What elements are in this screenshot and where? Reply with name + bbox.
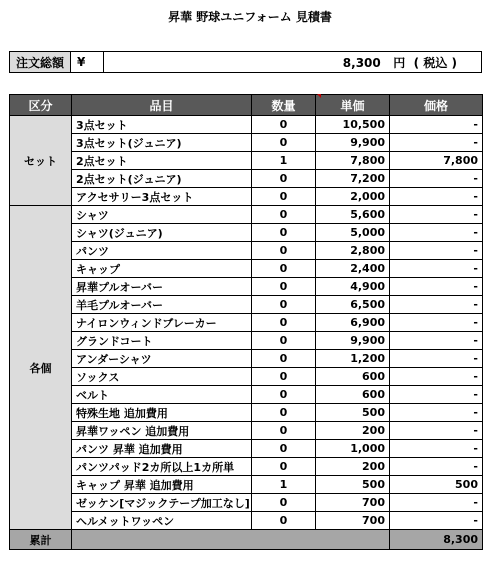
item-cell: ナイロンウィンドブレーカー	[72, 314, 252, 332]
total-cell: -	[390, 368, 483, 386]
item-cell: 2点セット(ジュニア)	[72, 170, 252, 188]
footer-row	[10, 530, 483, 550]
qty-cell: 0	[252, 350, 316, 368]
item-cell: アクセサリー3点セット	[72, 188, 252, 206]
table-row	[10, 152, 483, 170]
header-category: 区分	[10, 95, 72, 116]
quote-table	[9, 94, 483, 550]
item-cell: ベルト	[72, 386, 252, 404]
price-cell: 5,600	[316, 206, 390, 224]
currency-symbol: ¥	[71, 52, 104, 73]
price-cell: 600	[316, 368, 390, 386]
table-row	[10, 224, 483, 242]
total-cell: -	[390, 494, 483, 512]
total-cell: -	[390, 206, 483, 224]
total-cell: -	[390, 116, 483, 134]
qty-cell: 0	[252, 224, 316, 242]
item-cell: 2点セット	[72, 152, 252, 170]
table-row	[10, 242, 483, 260]
quote-table-body	[10, 116, 483, 530]
price-cell: 2,400	[316, 260, 390, 278]
total-cell: -	[390, 134, 483, 152]
item-cell: ヘルメットワッペン	[72, 512, 252, 530]
qty-cell: 0	[252, 422, 316, 440]
price-cell: 7,200	[316, 170, 390, 188]
table-row	[10, 476, 483, 494]
price-cell: 9,900	[316, 134, 390, 152]
qty-cell: 0	[252, 116, 316, 134]
comment-marker	[317, 94, 321, 98]
price-cell: 2,800	[316, 242, 390, 260]
table-row	[10, 332, 483, 350]
item-cell: 3点セット	[72, 116, 252, 134]
table-row	[10, 278, 483, 296]
item-cell: ソックス	[72, 368, 252, 386]
table-row	[10, 512, 483, 530]
item-cell: パンツ 昇華 追加費用	[72, 440, 252, 458]
total-cell: -	[390, 224, 483, 242]
price-cell: 700	[316, 512, 390, 530]
item-cell: シャツ	[72, 206, 252, 224]
total-cell: -	[390, 386, 483, 404]
qty-cell: 0	[252, 332, 316, 350]
qty-cell: 0	[252, 368, 316, 386]
qty-cell: 1	[252, 152, 316, 170]
item-cell: シャツ(ジュニア)	[72, 224, 252, 242]
price-cell: 10,500	[316, 116, 390, 134]
total-cell: -	[390, 350, 483, 368]
qty-cell: 0	[252, 314, 316, 332]
item-cell: 昇華プルオーバー	[72, 278, 252, 296]
item-cell: 3点セット(ジュニア)	[72, 134, 252, 152]
qty-cell: 0	[252, 440, 316, 458]
header-item: 品目	[72, 95, 252, 116]
total-cell: -	[390, 260, 483, 278]
table-row	[10, 386, 483, 404]
price-cell: 4,900	[316, 278, 390, 296]
table-row	[10, 368, 483, 386]
item-cell: キャップ 昇華 追加費用	[72, 476, 252, 494]
order-total-label: 注文総額	[10, 52, 71, 73]
total-cell: -	[390, 512, 483, 530]
qty-cell: 0	[252, 458, 316, 476]
total-cell: 7,800	[390, 152, 483, 170]
document-title: 昇華 野球ユニフォーム 見積書	[168, 10, 332, 24]
table-row	[10, 170, 483, 188]
header-total: 価格	[390, 95, 483, 116]
item-cell: 昇華ワッペン 追加費用	[72, 422, 252, 440]
total-cell: -	[390, 278, 483, 296]
order-total-value	[104, 52, 482, 73]
price-cell: 600	[316, 386, 390, 404]
table-row	[10, 116, 483, 134]
table-row	[10, 494, 483, 512]
qty-cell: 0	[252, 386, 316, 404]
price-cell: 700	[316, 494, 390, 512]
price-cell: 500	[316, 404, 390, 422]
table-row	[10, 188, 483, 206]
price-cell: 2,000	[316, 188, 390, 206]
qty-cell: 0	[252, 134, 316, 152]
item-cell: ゼッケン[マジックテープ加工なし]	[72, 494, 252, 512]
price-cell: 5,000	[316, 224, 390, 242]
price-cell: 200	[316, 458, 390, 476]
item-cell: キャップ	[72, 260, 252, 278]
table-row	[10, 260, 483, 278]
qty-cell: 0	[252, 494, 316, 512]
table-row	[10, 296, 483, 314]
qty-cell: 0	[252, 296, 316, 314]
table-row	[10, 422, 483, 440]
price-cell: 6,900	[316, 314, 390, 332]
order-total-box	[9, 51, 482, 73]
total-cell: -	[390, 296, 483, 314]
header-qty: 数量	[252, 95, 316, 116]
total-cell: -	[390, 242, 483, 260]
order-total-unit: 円	[393, 55, 406, 70]
price-cell: 1,000	[316, 440, 390, 458]
price-cell: 9,900	[316, 332, 390, 350]
total-cell: -	[390, 458, 483, 476]
qty-cell: 0	[252, 512, 316, 530]
total-cell: -	[390, 332, 483, 350]
qty-cell: 1	[252, 476, 316, 494]
qty-cell: 0	[252, 242, 316, 260]
item-cell: 特殊生地 追加費用	[72, 404, 252, 422]
price-cell: 500	[316, 476, 390, 494]
category-cell: 各個	[10, 206, 72, 530]
item-cell: アンダーシャツ	[72, 350, 252, 368]
footer-label: 累計	[10, 530, 72, 550]
price-cell: 200	[316, 422, 390, 440]
qty-cell: 0	[252, 260, 316, 278]
price-cell: 6,500	[316, 296, 390, 314]
order-total-amount: 8,300	[342, 55, 381, 70]
qty-cell: 0	[252, 170, 316, 188]
total-cell: 500	[390, 476, 483, 494]
total-cell: -	[390, 422, 483, 440]
order-total-tax: ( 税込 )	[413, 55, 457, 70]
table-row	[10, 314, 483, 332]
price-cell: 1,200	[316, 350, 390, 368]
total-cell: -	[390, 188, 483, 206]
header-row	[10, 95, 483, 116]
item-cell: パンツパッド2カ所以上1カ所単	[72, 458, 252, 476]
qty-cell: 0	[252, 404, 316, 422]
total-cell: -	[390, 170, 483, 188]
total-cell: -	[390, 314, 483, 332]
total-cell: -	[390, 440, 483, 458]
price-cell: 7,800	[316, 152, 390, 170]
footer-spacer	[72, 530, 390, 550]
qty-cell: 0	[252, 206, 316, 224]
table-row	[10, 350, 483, 368]
qty-cell: 0	[252, 188, 316, 206]
item-cell: グランドコート	[72, 332, 252, 350]
table-row	[10, 458, 483, 476]
table-row	[10, 206, 483, 224]
footer-total: 8,300	[390, 530, 483, 550]
item-cell: パンツ	[72, 242, 252, 260]
header-price: 単価	[316, 95, 390, 116]
table-row	[10, 134, 483, 152]
total-cell: -	[390, 404, 483, 422]
table-row	[10, 404, 483, 422]
category-cell: セット	[10, 116, 72, 206]
table-row	[10, 440, 483, 458]
qty-cell: 0	[252, 278, 316, 296]
item-cell: 羊毛プルオーバー	[72, 296, 252, 314]
